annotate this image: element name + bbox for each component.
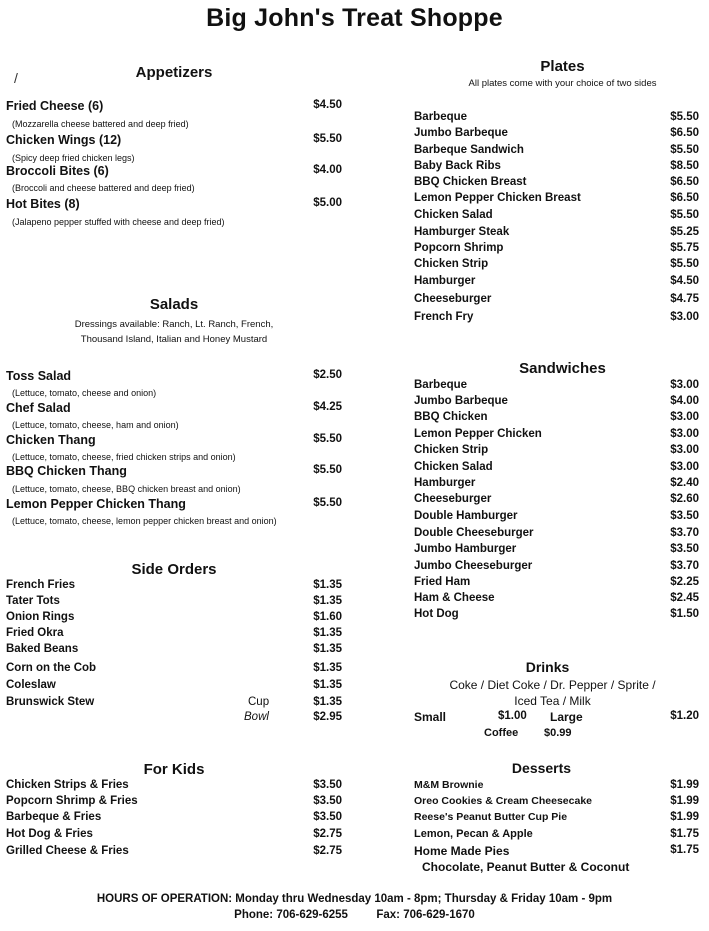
menu-item: Hot Dog $1.50 [414, 608, 699, 620]
item-description: (Lettuce, tomato, cheese, fried chicken strips and onion) [12, 452, 236, 462]
menu-item: Jumbo Barbeque $6.50 [414, 127, 699, 139]
item-description: (Broccoli and cheese battered and deep fried) [12, 183, 195, 193]
menu-item: Jumbo Cheeseburger $3.70 [414, 560, 699, 572]
coffee-row: Coffee $0.99 [484, 727, 572, 739]
phone-number: Phone: 706-629-6255 [234, 909, 348, 921]
item-description: (Mozzarella cheese battered and deep fried) [12, 119, 189, 129]
menu-item: French Fry $3.00 [414, 311, 699, 323]
menu-item: Barbeque $3.00 [414, 379, 699, 391]
drinks-list: Iced Tea / Milk [514, 694, 591, 708]
menu-item: Chef Salad $4.25 [6, 401, 342, 415]
section-heading: Side Orders [131, 561, 217, 578]
stray-mark: / [14, 70, 18, 86]
menu-item: Oreo Cookies & Cream Cheesecake $1.99 [414, 795, 699, 807]
section-heading: Drinks [525, 659, 570, 675]
menu-item: Cheeseburger $4.75 [414, 293, 699, 305]
section-heading: Plates [540, 58, 585, 75]
menu-item: Double Hamburger $3.50 [414, 510, 699, 522]
menu-item: Onion Rings $1.60 [6, 611, 342, 623]
pie-flavors: Chocolate, Peanut Butter & Coconut [422, 860, 630, 874]
menu-item: Popcorn Shrimp $5.75 [414, 242, 699, 254]
dressings-note: Dressings available: Ranch, Lt. Ranch, French, [74, 319, 274, 330]
fax-number: Fax: 706-629-1670 [376, 909, 475, 921]
item-description: (Lettuce, tomato, cheese, ham and onion) [12, 420, 179, 430]
menu-title: Big John's Treat Shoppe [206, 4, 503, 32]
menu-item: Hot Bites (8) $5.00 [6, 197, 342, 211]
menu-item: Cheeseburger $2.60 [414, 493, 699, 505]
menu-item: Grilled Cheese & Fries $2.75 [6, 845, 342, 857]
menu-item: Chicken Salad $5.50 [414, 209, 699, 221]
section-heading: Salads [149, 296, 199, 313]
section-heading: Sandwiches [519, 360, 606, 377]
menu-item: Chicken Thang $5.50 [6, 433, 342, 447]
section-heading: Desserts [511, 760, 572, 776]
menu-item: Baked Beans $1.35 [6, 643, 342, 655]
menu-item: Lemon Pepper Chicken Thang $5.50 [6, 497, 342, 511]
item-description: (Lettuce, tomato, cheese and onion) [12, 388, 157, 398]
section-heading: For Kids [143, 761, 205, 778]
menu-item: French Fries $1.35 [6, 579, 342, 591]
menu-item: Barbeque & Fries $3.50 [6, 811, 342, 823]
item-description: (Lettuce, tomato, cheese, lemon pepper chicken breast and onion) [12, 516, 277, 526]
dressings-note: Thousand Island, Italian and Honey Mustard [80, 334, 268, 345]
contact-line [0, 909, 709, 921]
drinks-list: Coke / Diet Coke / Dr. Pepper / Sprite / [449, 678, 656, 692]
menu-item: Baby Back Ribs $8.50 [414, 160, 699, 172]
menu-item: Barbeque $5.50 [414, 111, 699, 123]
menu-item: Chicken Wings (12) $5.50 [6, 133, 342, 147]
menu-item: Ham & Cheese $2.45 [414, 592, 699, 604]
menu-item: BBQ Chicken Thang $5.50 [6, 464, 342, 478]
menu-item: BBQ Chicken Breast $6.50 [414, 176, 699, 188]
menu-item: Jumbo Hamburger $3.50 [414, 543, 699, 555]
menu-item: Reese's Peanut Butter Cup Pie $1.99 [414, 811, 699, 823]
menu-item: Fried Okra $1.35 [6, 627, 342, 639]
menu-item: Lemon Pepper Chicken Breast $6.50 [414, 192, 699, 204]
menu-item: Coleslaw $1.35 [6, 679, 342, 691]
item-description: (Jalapeno pepper stuffed with cheese and deep fried) [12, 217, 225, 227]
menu-item: Jumbo Barbeque $4.00 [414, 395, 699, 407]
menu-item: Fried Cheese (6) $4.50 [6, 99, 342, 113]
plates-note: All plates come with your choice of two sides [468, 78, 657, 89]
menu-item: Home Made Pies $1.75 [414, 844, 699, 858]
menu-item: Popcorn Shrimp & Fries $3.50 [6, 795, 342, 807]
menu-item: Lemon, Pecan & Apple $1.75 [414, 828, 699, 840]
menu-item: Corn on the Cob $1.35 [6, 662, 342, 674]
menu-item: Hamburger Steak $5.25 [414, 226, 699, 238]
item-description: (Lettuce, tomato, cheese, BBQ chicken breast and onion) [12, 484, 241, 494]
left-column [6, 0, 342, 931]
menu-item: Chicken Strip $5.50 [414, 258, 699, 270]
menu-item: Hamburger $4.50 [414, 275, 699, 287]
menu-item: Bowl $2.95 [244, 711, 342, 723]
menu-item: Hamburger $2.40 [414, 477, 699, 489]
item-description: (Spicy deep fried chicken legs) [12, 153, 135, 163]
right-column [414, 0, 699, 931]
menu-item: BBQ Chicken $3.00 [414, 411, 699, 423]
menu-item: Chicken Salad $3.00 [414, 461, 699, 473]
menu-item: Lemon Pepper Chicken $3.00 [414, 428, 699, 440]
hours-of-operation: HOURS OF OPERATION: Monday thru Wednesday 10am - 8pm; Thursday & Friday 10am - 9pm [96, 893, 613, 905]
menu-item: Brunswick Stew Cup $1.35 [6, 696, 342, 708]
menu-item: Chicken Strip $3.00 [414, 444, 699, 456]
menu-item: M&M Brownie $1.99 [414, 779, 699, 791]
menu-item: Hot Dog & Fries $2.75 [6, 828, 342, 840]
menu-item: Toss Salad $2.50 [6, 369, 342, 383]
menu-item: Chicken Strips & Fries $3.50 [6, 779, 342, 791]
menu-item: Fried Ham $2.25 [414, 576, 699, 588]
section-heading: Appetizers [135, 64, 213, 81]
menu-item: Broccoli Bites (6) $4.00 [6, 164, 342, 178]
menu-item: Tater Tots $1.35 [6, 595, 342, 607]
menu-item: Barbeque Sandwich $5.50 [414, 144, 699, 156]
menu-item: Double Cheeseburger $3.70 [414, 527, 699, 539]
drink-sizes-row: Small $1.00 Large $1.20 [414, 710, 699, 724]
